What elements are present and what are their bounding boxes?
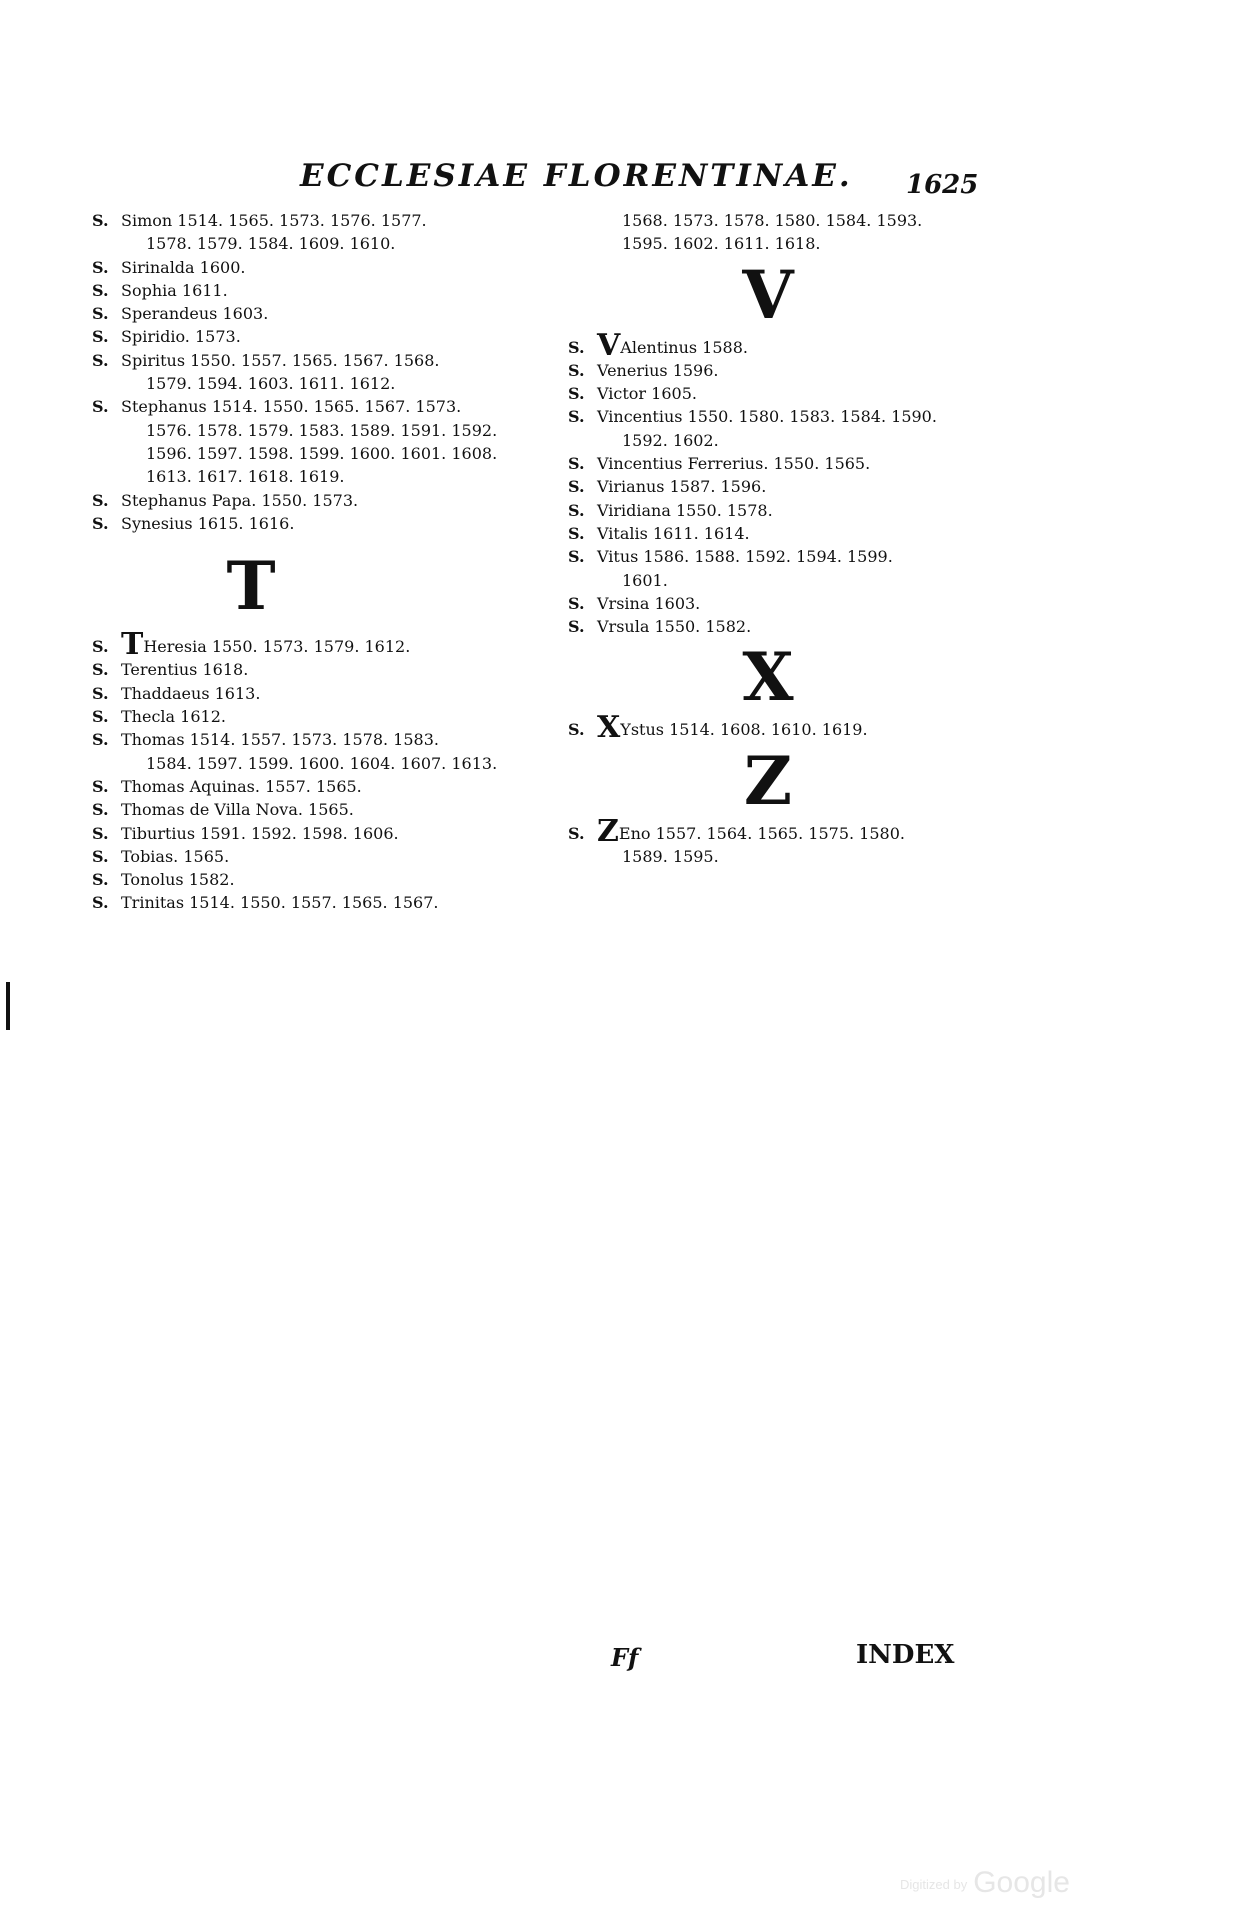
entry-body: Heresia 1550. 1573. 1579. 1612. [143,637,411,657]
index-entry [92,868,552,891]
entry-text [121,868,235,891]
index-entry [92,682,552,705]
entry-text [121,512,294,535]
saint-abbrev: S. [568,360,585,380]
entry-body: Trinitas 1514. 1550. 1557. 1565. 1567. [121,893,439,913]
saint-abbrev: S. [92,350,109,370]
saint-abbrev: S. [568,454,585,474]
entry-text [121,775,362,798]
entry-body: Vitalis 1611. 1614. [597,523,750,543]
entry-body: Vrsula 1550. 1582. [597,617,752,637]
entry-body: Vitus 1586. 1588. 1592. 1594. 1599. [597,547,893,567]
index-entry [568,615,1028,638]
index-entry [568,232,1028,255]
entry-body: Tiburtius 1591. 1592. 1598. 1606. [121,823,399,843]
index-entry [92,798,552,821]
left-column [92,209,552,915]
entry-text [121,682,260,705]
index-entry [92,442,552,465]
index-entry [568,845,1028,868]
index-entry [568,710,1028,746]
index-entry [568,382,1028,405]
entry-text [597,327,748,363]
page-number: 1625 [906,170,979,200]
entry-text [597,592,700,615]
saint-abbrev: S. [568,477,585,497]
index-entry [92,232,552,255]
left-top-entries [92,209,552,535]
saint-abbrev: S. [92,280,109,300]
entry-body: 1595. 1602. 1611. 1618. [622,234,821,254]
index-entry [568,452,1028,475]
entry-initial: T [121,627,144,663]
index-entry [92,728,552,751]
index-entry [92,465,552,488]
entry-text [121,256,245,279]
index-entry [92,627,552,663]
entry-body: Viridiana 1550. 1578. [597,500,773,520]
entry-text [121,442,497,465]
index-entry [92,822,552,845]
section-letter-x: X [742,638,794,717]
saint-abbrev: S. [92,257,109,277]
entry-text [597,405,937,428]
entry-text [597,615,751,638]
section-letter-t: T [226,547,276,626]
entry-body: 1568. 1573. 1578. 1580. 1584. 1593. [622,211,923,230]
entry-text [121,798,354,821]
entry-text [121,465,344,488]
entry-body: 1596. 1597. 1598. 1599. 1600. 1601. 1608. [146,443,498,463]
index-entry [568,592,1028,615]
entry-text [121,658,248,681]
entry-body: 1584. 1597. 1599. 1600. 1604. 1607. 1613. [146,753,498,773]
entry-text [121,349,439,372]
saint-abbrev: S. [92,870,109,890]
entry-text [121,845,229,868]
saint-abbrev [92,372,121,395]
saint-abbrev [568,429,597,452]
saint-abbrev: S. [92,211,109,230]
saint-abbrev [568,209,597,232]
saint-abbrev: S. [92,513,109,533]
saint-abbrev: S. [568,337,585,357]
right-column [568,209,1028,868]
index-entry [92,705,552,728]
index-entry [568,327,1028,363]
catchword: INDEX [856,1640,955,1670]
section-letter-v: V [742,255,794,334]
saint-abbrev: S. [568,823,585,843]
entry-body: 1578. 1579. 1584. 1609. 1610. [146,234,396,254]
entry-body: Synesius 1615. 1616. [121,513,295,533]
entry-body: 1613. 1617. 1618. 1619. [146,467,345,487]
index-entry [92,209,552,232]
index-entry [92,845,552,868]
index-entry [568,545,1028,568]
entry-body: Spiridio. 1573. [121,327,241,347]
entry-text [597,232,820,255]
saint-abbrev: S. [92,660,109,680]
z-entries [568,813,1028,869]
entry-body: Vincentius 1550. 1580. 1583. 1584. 1590. [597,407,937,427]
entry-text [597,710,868,746]
index-entry [92,302,552,325]
index-entry [92,325,552,348]
saint-abbrev: S. [92,683,109,703]
t-entries [92,627,552,915]
digitization-watermark [900,1866,1070,1900]
index-entry [92,419,552,442]
index-entry [568,429,1028,452]
entry-body: Alentinus 1588. [620,337,748,357]
right-top-entries [568,209,1028,256]
entry-body: Stephanus Papa. 1550. 1573. [121,490,359,510]
entry-text [597,499,773,522]
saint-abbrev [92,442,121,465]
saint-abbrev: S. [568,617,585,637]
saint-abbrev: S. [92,846,109,866]
entry-body: Venerius 1596. [597,360,719,380]
watermark-brand: Google [973,1866,1070,1899]
entry-body: Tobias. 1565. [121,846,230,866]
index-entry [568,522,1028,545]
entry-text [121,372,395,395]
saint-abbrev: S. [568,523,585,543]
entry-text [121,395,461,418]
entry-text [597,452,870,475]
entry-text [597,813,905,849]
index-entry [92,279,552,302]
entry-body: Spiritus 1550. 1557. 1565. 1567. 1568. [121,350,440,370]
entry-body: Thomas 1514. 1557. 1573. 1578. 1583. [121,730,439,750]
entry-body: Sperandeus 1603. [121,304,269,324]
entry-body: 1579. 1594. 1603. 1611. 1612. [146,374,396,394]
saint-abbrev: S. [92,707,109,727]
index-entry [92,489,552,512]
watermark-small-text: Digitized by [900,1876,968,1892]
index-entry [92,395,552,418]
entry-text [121,489,358,512]
entry-text [121,232,395,255]
v-entries [568,327,1028,639]
saint-abbrev: S. [568,547,585,567]
index-entry [568,813,1028,849]
entry-initial: Z [597,813,619,849]
saint-abbrev: S. [92,637,109,657]
index-entry [568,569,1028,592]
saint-abbrev: S. [568,593,585,613]
entry-body: Vrsina 1603. [597,593,701,613]
entry-text [121,728,439,751]
entry-initial: V [597,327,621,363]
saint-abbrev: S. [92,776,109,796]
saint-abbrev: S. [92,490,109,510]
entry-text [121,705,226,728]
saint-abbrev [92,419,121,442]
index-entry [568,209,1028,232]
entry-body: Sophia 1611. [121,280,228,300]
index-entry [92,512,552,535]
saint-abbrev [92,465,121,488]
saint-abbrev: S. [92,327,109,347]
index-entry [92,891,552,914]
index-entry [92,372,552,395]
index-entry [92,658,552,681]
running-head: ECCLESIAE FLORENTINAE. [300,158,853,194]
entry-body: Virianus 1587. 1596. [597,477,767,497]
entry-text [121,419,497,442]
entry-body: Thecla 1612. [121,707,226,727]
entry-body: 1589. 1595. [622,847,719,867]
index-entry [92,256,552,279]
entry-body: 1576. 1578. 1579. 1583. 1589. 1591. 1592. [146,420,498,440]
saint-abbrev [92,752,121,775]
saint-abbrev [568,232,597,255]
entry-body: Stephanus 1514. 1550. 1565. 1567. 1573. [121,397,462,417]
entry-body: Vincentius Ferrerius. 1550. 1565. [597,454,871,474]
saint-abbrev: S. [568,720,585,740]
saint-abbrev: S. [92,800,109,820]
saint-abbrev: S. [568,407,585,427]
entry-text [121,302,268,325]
entry-text [597,545,893,568]
entry-body: Terentius 1618. [121,660,249,680]
index-entry [92,752,552,775]
entry-text [121,891,439,914]
index-entry [92,349,552,372]
entry-text [597,359,719,382]
entry-body: Eno 1557. 1564. 1565. 1575. 1580. [618,823,905,843]
entry-body: Thomas de Villa Nova. 1565. [121,800,354,820]
entry-body: Sirinalda 1600. [121,257,246,277]
saint-abbrev [92,232,121,255]
entry-text [121,822,399,845]
saint-abbrev [568,569,597,592]
entry-text [121,752,497,775]
x-entries [568,710,1028,746]
saint-abbrev: S. [92,823,109,843]
saint-abbrev: S. [92,304,109,324]
signature-mark: Ff [611,1643,639,1672]
index-entry [92,775,552,798]
entry-text [121,279,228,302]
saint-abbrev: S. [92,397,109,417]
entry-body: 1601. [622,570,668,590]
index-entry [568,359,1028,382]
saint-abbrev: S. [568,500,585,520]
entry-text [121,627,411,663]
saint-abbrev [568,845,597,868]
saint-abbrev: S. [92,730,109,750]
index-entry [568,499,1028,522]
entry-text [597,209,922,232]
entry-text [597,429,719,452]
entry-text [597,845,719,868]
section-letter-z: Z [743,741,793,820]
saint-abbrev: S. [92,893,109,913]
entry-text [597,382,697,405]
entry-body: Simon 1514. 1565. 1573. 1576. 1577. [121,211,427,230]
entry-text [597,475,766,498]
entry-text [121,209,427,232]
entry-body: Thomas Aquinas. 1557. 1565. [121,776,362,796]
entry-body: Victor 1605. [597,384,697,404]
index-entry [568,475,1028,498]
entry-body: Thaddaeus 1613. [121,683,261,703]
saint-abbrev: S. [568,384,585,404]
entry-body: 1592. 1602. [622,430,719,450]
entry-text [597,569,668,592]
index-entry [568,405,1028,428]
entry-text [597,522,750,545]
entry-text [121,325,241,348]
entry-body: Tonolus 1582. [121,870,235,890]
entry-body: Ystus 1514. 1608. 1610. 1619. [620,720,868,740]
entry-initial: X [597,710,621,746]
margin-mark [6,982,10,1030]
